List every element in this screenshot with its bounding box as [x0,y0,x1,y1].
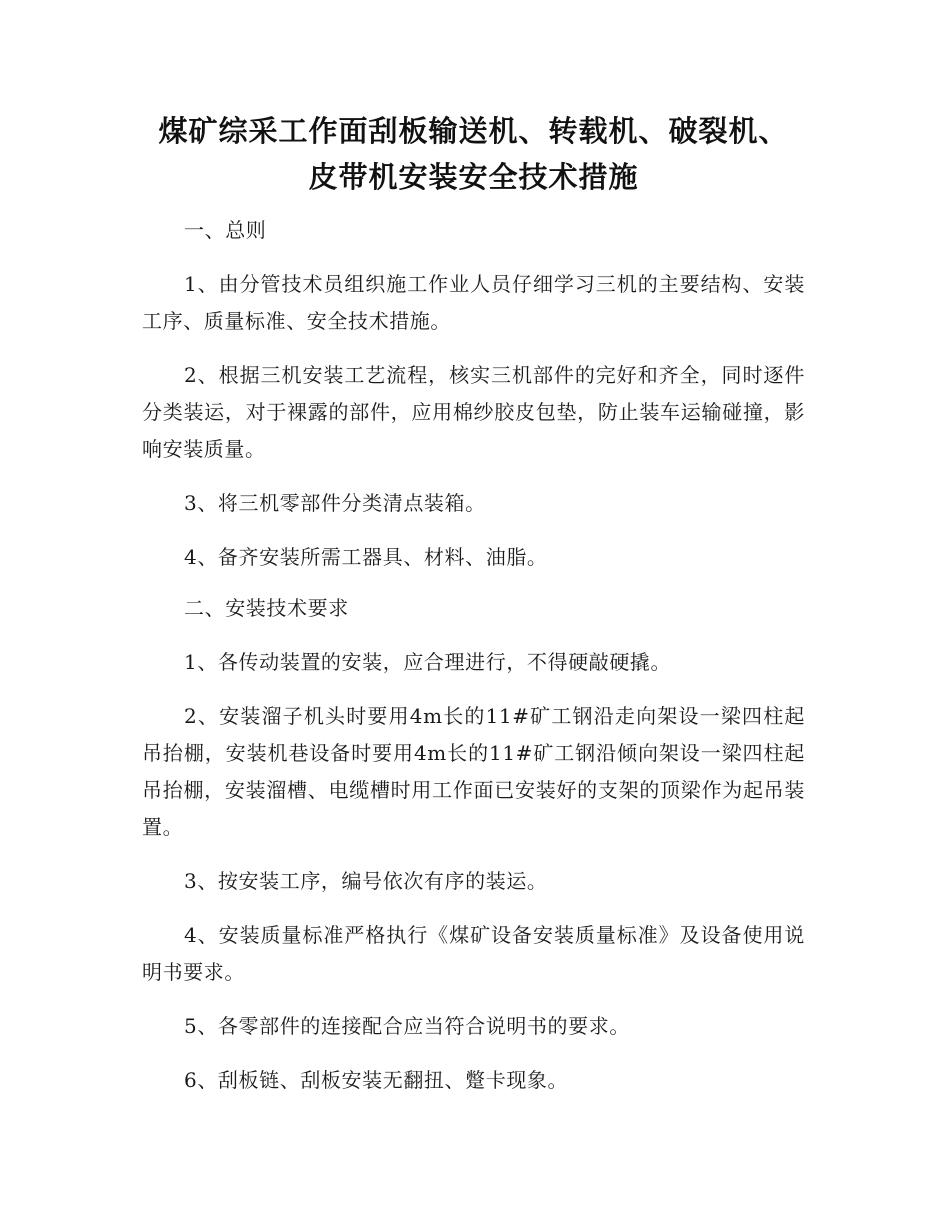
paragraph: 1、由分管技术员组织施工作业人员仔细学习三机的主要结构、安装工序、质量标准、安全技术措施。 [142,272,805,333]
paragraph: 6、刮板链、刮板安装无翻扭、蹩卡现象。 [184,1068,569,1092]
title-line-2: 皮带机安装安全技术措施 [308,160,639,194]
title-line-1: 煤矿综采工作面刮板输送机、转载机、破裂机、 [158,114,789,148]
paragraph: 2、安装溜子机头时要用4m长的11#矿工钢沿走向架设一梁四柱起吊抬棚，安装机巷设备时要用4m长的11#矿工钢沿倾向架设一梁四柱起吊抬棚，安装溜槽、电缆槽时用工作面已安装好的支架的顶梁作为起吊装置。 [142,704,805,839]
paragraph: 3、将三机零部件分类清点装箱。 [184,491,486,515]
section-heading-general: 一、总则 [184,218,267,242]
paragraph: 4、备齐安装所需工器具、材料、油脂。 [184,545,548,569]
section-heading-requirements: 二、安装技术要求 [184,596,349,620]
paragraph: 3、按安装工序，编号依次有序的装运。 [184,869,548,893]
paragraph: 2、根据三机安装工艺流程，核实三机部件的完好和齐全，同时逐件分类装运，对于裸露的部件，应用棉纱胶皮包垫，防止装车运输碰撞，影响安装质量。 [142,363,805,461]
document-title [142,108,805,200]
document-body [142,212,805,1099]
paragraph: 1、各传动装置的安装，应合理进行，不得硬敲硬撬。 [184,650,672,674]
paragraph: 5、各零部件的连接配合应当符合说明书的要求。 [184,1014,630,1038]
paragraph: 4、安装质量标准严格执行《煤矿设备安装质量标准》及设备使用说明书要求。 [142,923,805,984]
